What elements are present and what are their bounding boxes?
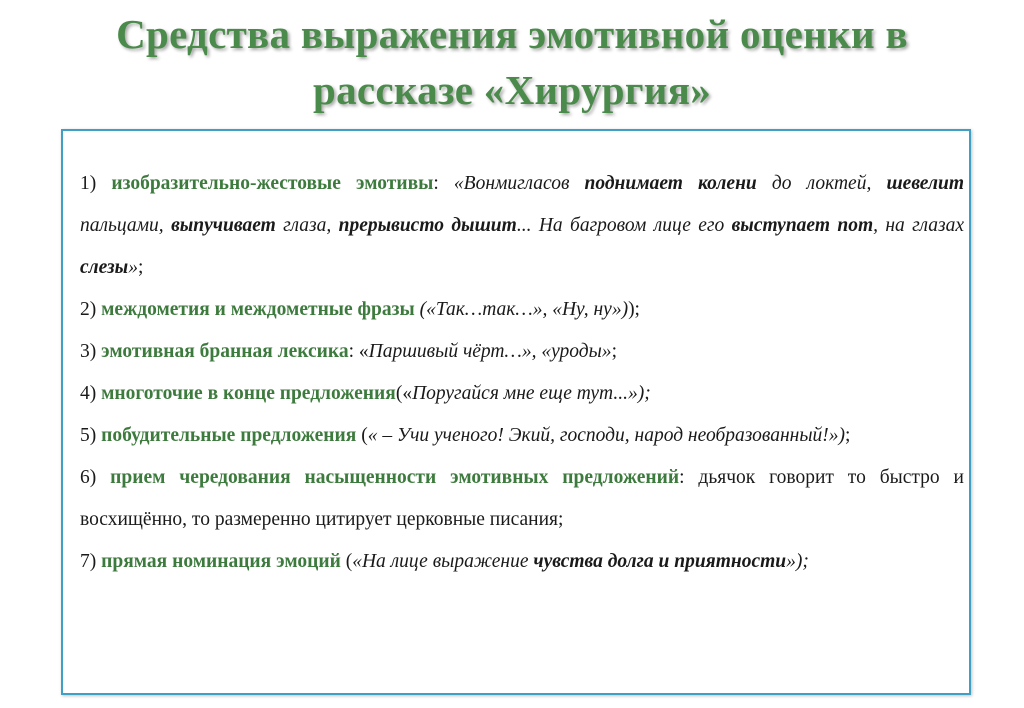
list-item-2 — [80, 289, 964, 331]
quote-text: Поругайся мне еще тут...»); — [412, 383, 651, 404]
quote-text: Паршивый чёрт…», «уроды» — [368, 341, 612, 362]
quote-emphasis: поднимает колени — [584, 173, 757, 194]
item-text: (« — [395, 383, 413, 404]
quote-text: («Так…так…», «Ну, ну») — [419, 299, 629, 320]
quote-text: «Вонмигласов — [453, 173, 585, 194]
quote-emphasis: шевелит — [886, 173, 964, 194]
list-item-5 — [80, 415, 964, 457]
quote-text: до локтей, — [756, 173, 887, 194]
quote-emphasis: прерывисто дышит — [338, 215, 517, 236]
item-term: изобразительно-жестовые эмотивы — [111, 173, 434, 194]
slide-title — [0, 6, 1024, 118]
list-item-6 — [80, 457, 964, 541]
item-number: 5) — [80, 425, 102, 446]
item-end: ; — [611, 341, 617, 362]
item-term: побудительные предложения — [101, 425, 357, 446]
item-term: эмотивная бранная лексика — [101, 341, 349, 362]
item-text: ( — [356, 425, 368, 446]
list-item-1 — [80, 163, 964, 289]
item-number: 4) — [80, 383, 102, 404]
item-end: ); — [628, 299, 640, 320]
quote-text: »); — [786, 551, 809, 572]
quote-text: пальцами, — [80, 215, 172, 236]
item-term: прямая номинация эмоций — [101, 551, 341, 572]
quote-text: » — [128, 257, 138, 278]
quote-text: , на глазах — [873, 215, 965, 236]
item-term: многоточие в конце предложения — [101, 383, 396, 404]
item-text: : « — [348, 341, 369, 362]
list-item-3 — [80, 331, 964, 373]
item-number: 7) — [80, 551, 102, 572]
list-item-7 — [80, 541, 964, 583]
item-text: : дьячок говорит то быстро и восхищённо, то размеренно цитирует церковные писания; — [80, 467, 964, 530]
quote-emphasis: выступает пот — [731, 215, 874, 236]
item-text: : — [433, 173, 454, 194]
quote-text: «На лице выражение — [352, 551, 534, 572]
item-term: прием чередования насыщенности эмотивных предложений — [110, 467, 680, 488]
content-list — [80, 163, 964, 583]
quote-text: ... На багровом лице его — [516, 215, 732, 236]
quote-emphasis: выпучивает — [171, 215, 276, 236]
item-number: 6) — [80, 467, 111, 488]
item-number: 2) — [80, 299, 102, 320]
quote-text: « – Учи ученого! Экий, господи, народ необразованный!») — [367, 425, 846, 446]
title-line-2: рассказе «Хирургия» — [312, 67, 712, 113]
item-end: ; — [845, 425, 851, 446]
quote-text: глаза, — [275, 215, 339, 236]
item-number: 3) — [80, 341, 102, 362]
quote-emphasis: слезы — [80, 257, 129, 278]
title-line-1: Средства выражения эмотивной оценки в — [116, 11, 908, 57]
list-item-4 — [80, 373, 964, 415]
item-term: междометия и междометные фразы — [101, 299, 415, 320]
item-end: ; — [137, 257, 144, 278]
quote-emphasis: чувства долга и приятности — [533, 551, 787, 572]
item-number: 1) — [80, 173, 112, 194]
item-text: ( — [340, 551, 353, 572]
